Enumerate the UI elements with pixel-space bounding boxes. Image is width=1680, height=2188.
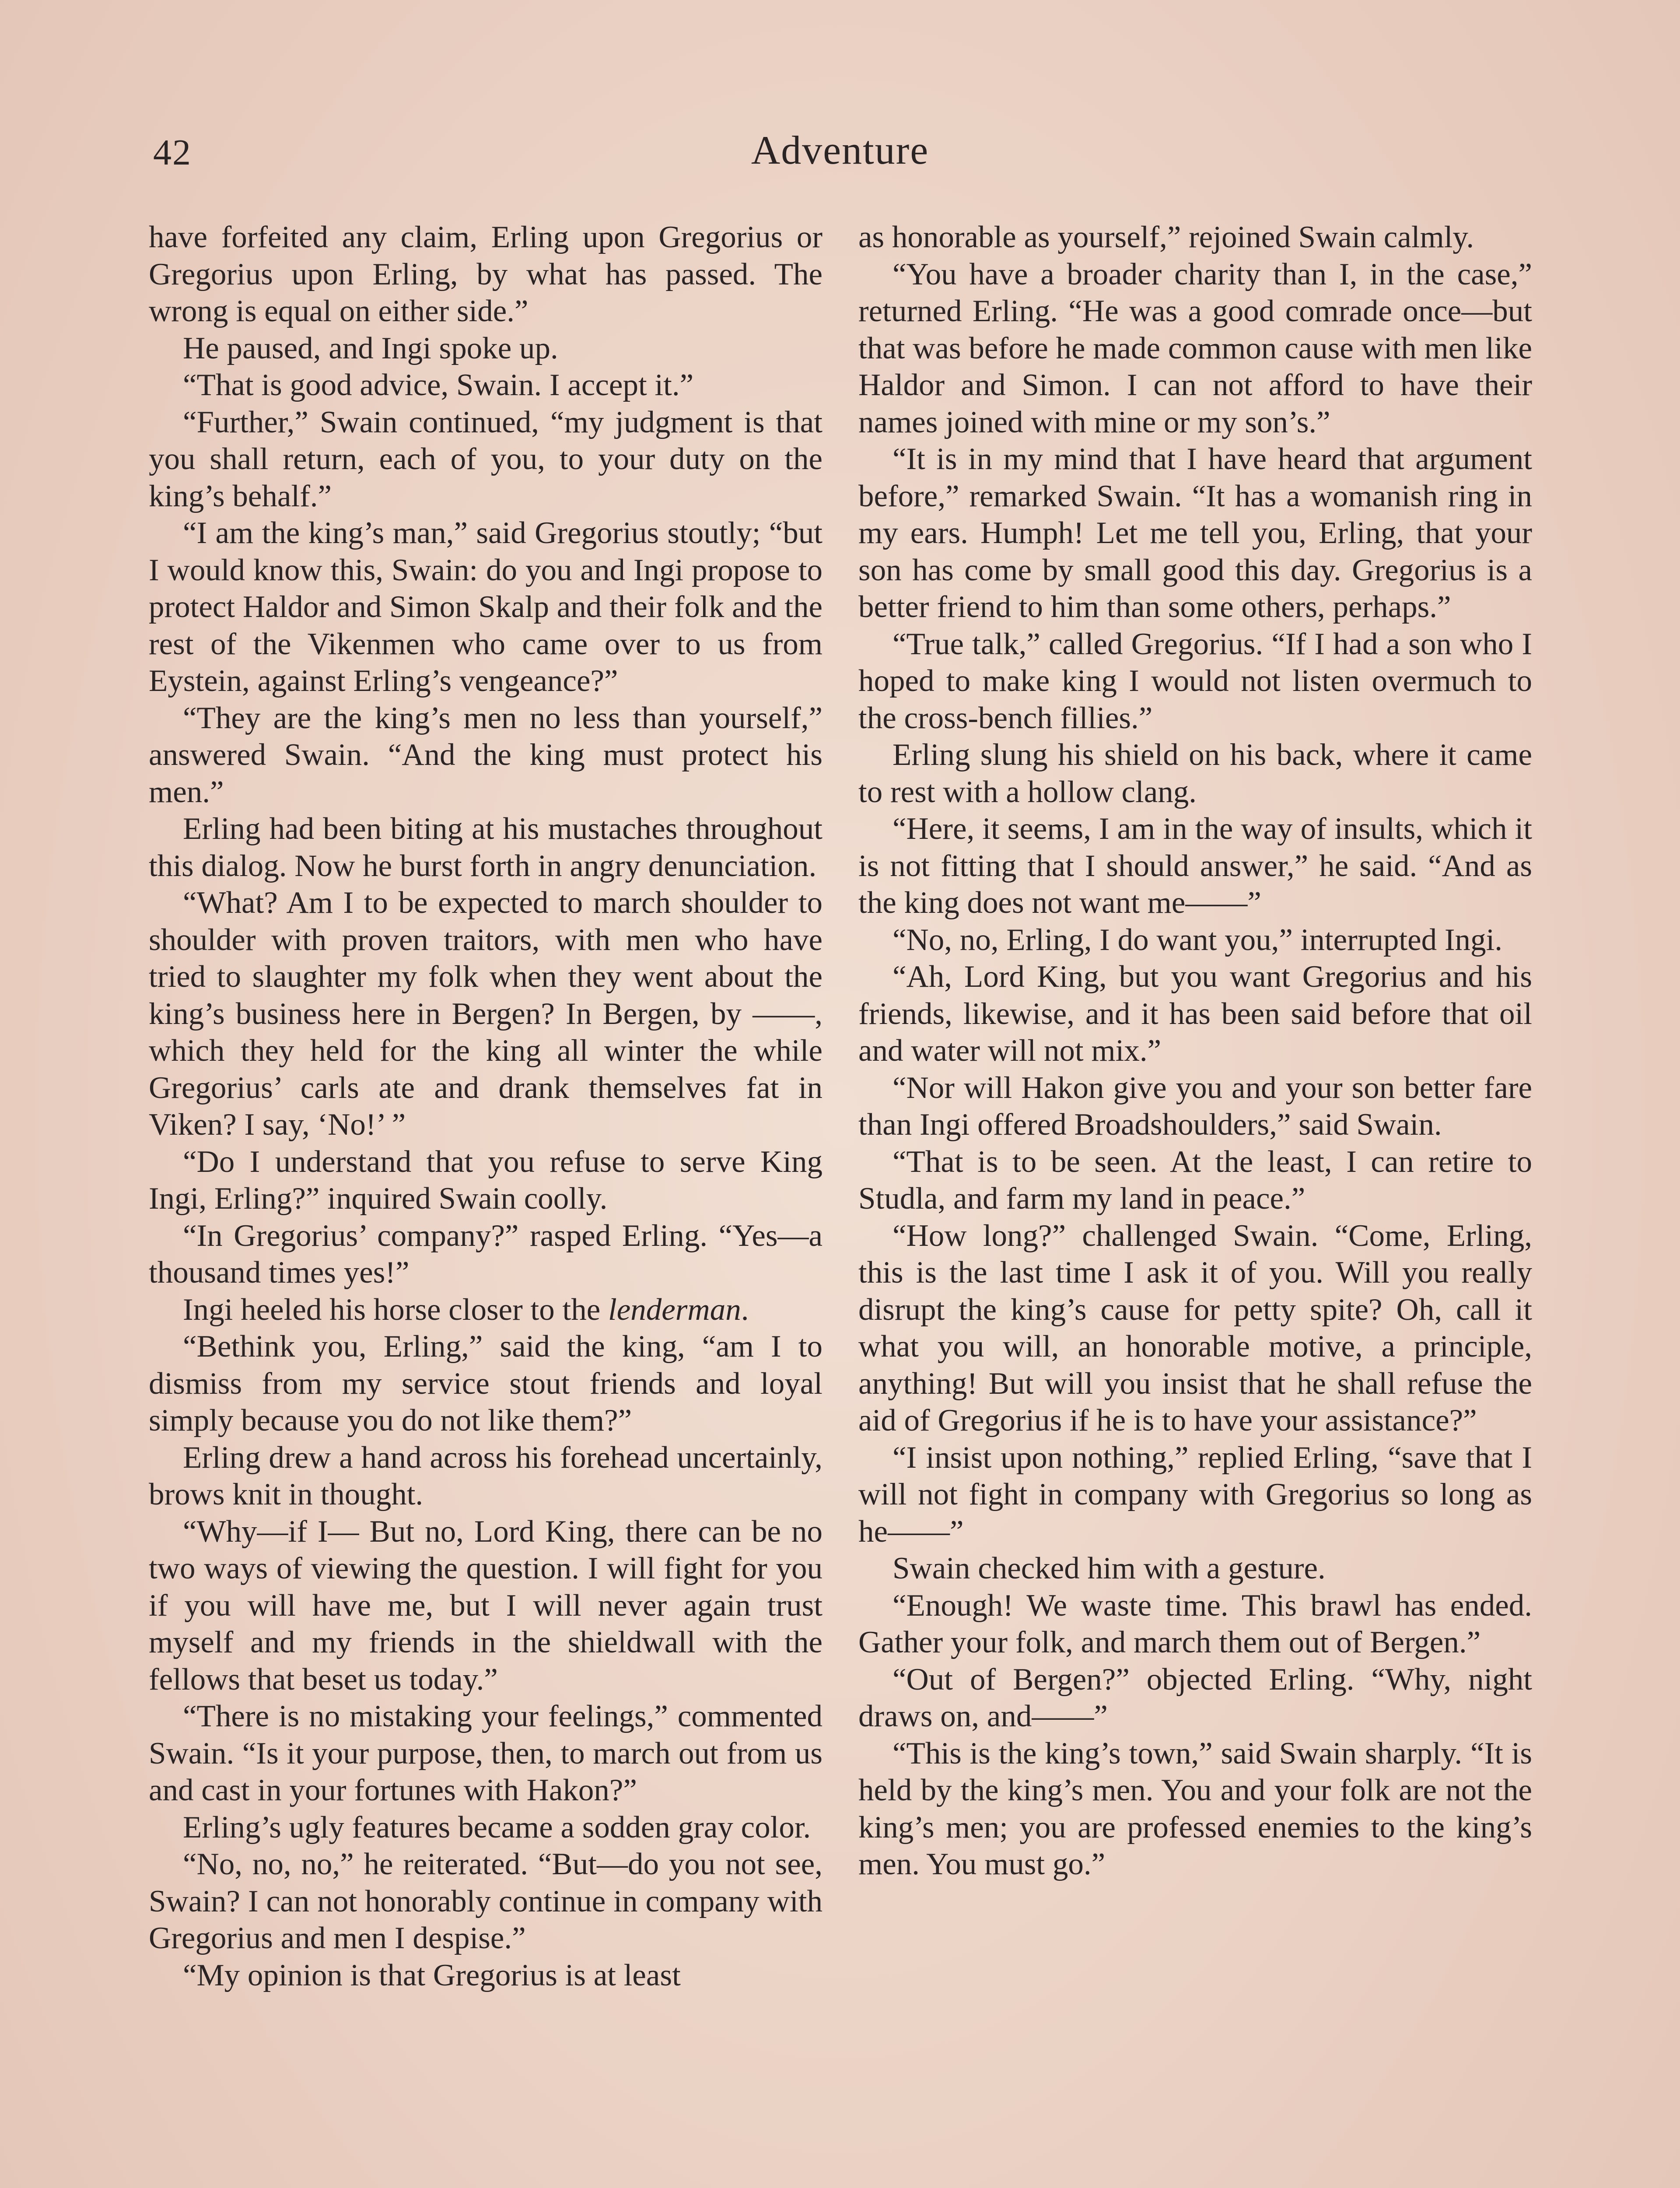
paragraph: “Further,” Swain continued, “my judgment is that you shall return, each of you, to your duty on the king’s behalf.” <box>149 405 822 513</box>
paragraph: Erling’s ugly features became a sodden gray color. <box>183 1810 811 1844</box>
paragraph: have forfeited any claim, Erling upon Gregorius or Gregorius upon Erling, by what has passed. The wrong is equal on either side.” <box>149 220 822 328</box>
paragraph-text: Ingi heeled his horse closer to the <box>183 1292 609 1327</box>
paragraph: “In Gregorius’ company?” rasped Erling. “Yes—a thousand times yes!” <box>149 1218 822 1290</box>
paragraph: “Enough! We waste time. This brawl has ended. Gather your folk, and march them out of Bergen.” <box>858 1588 1532 1659</box>
italic-term: lenderman <box>608 1292 741 1327</box>
paragraph: “What? Am I to be expected to march shoulder to shoulder with proven traitors, with men who have tried to slaughter my folk when they went about the king’s business here in Bergen? In Bergen, by ——, which they held for the king all winter the while Gregorius’ carls ate and drank themselves fat in Viken? I say, ‘No!’ ” <box>149 886 822 1142</box>
paragraph: “Ah, Lord King, but you want Gregorius and his friends, likewise, and it has been said before that oil and water will not mix.” <box>858 960 1532 1068</box>
page-header <box>149 127 1531 179</box>
paragraph: “You have a broader charity than I, in the case,” returned Erling. “He was a good comrade once—but that was before he made common cause with men like Haldor and Simon. I can not afford to have their names joined with mine or my son’s.” <box>858 257 1532 439</box>
paragraph: “That is to be seen. At the least, I can retire to Studla, and farm my land in peace.” <box>858 1144 1532 1216</box>
paragraph: “How long?” challenged Swain. “Come, Erling, this is the last time I ask it of you. Will you really disrupt the king’s cause for petty spite? Oh, call it what you will, an honorable motive, a principle, anything! But will you insist that he shall refuse the aid of Gregorius if he is to have your assistance?” <box>858 1218 1532 1438</box>
paragraph: “Do I understand that you refuse to serve King Ingi, Erling?” inquired Swain coolly. <box>149 1144 822 1216</box>
paragraph: “Here, it seems, I am in the way of insults, which it is not fitting that I should answer,” he said. “And as the king does not want me——” <box>858 812 1532 920</box>
left-column <box>149 219 822 1994</box>
paragraph: “My opinion is that Gregorius is at least <box>183 1958 681 1992</box>
paragraph: “Nor will Hakon give you and your son better fare than Ingi offered Broadshoulders,” said Swain. <box>858 1070 1532 1142</box>
paragraph: “Out of Bergen?” objected Erling. “Why, night draws on, and——” <box>858 1662 1532 1733</box>
paragraph: “They are the king’s men no less than yourself,” answered Swain. “And the king must protect his men.” <box>149 701 822 809</box>
paragraph: “This is the king’s town,” said Swain sharply. “It is held by the king’s men. You and your folk are not the king’s men; you are professed enemies to the king’s men. You must go.” <box>858 1736 1532 1881</box>
paragraph: “That is good advice, Swain. I accept it.” <box>183 368 694 402</box>
paragraph: He paused, and Ingi spoke up. <box>183 331 558 365</box>
paragraph: “It is in my mind that I have heard that argument before,” remarked Swain. “It has a womanish ring in my ears. Humph! Let me tell you, Erling, that your son has come by small good this day. Gregorius is a better friend to him than some others, perhaps.” <box>858 442 1532 624</box>
paragraph: Erling drew a hand across his forehead uncertainly, brows knit in thought. <box>149 1440 822 1511</box>
running-title: Adventure <box>751 128 929 172</box>
paragraph: Erling had been biting at his mustaches throughout this dialog. Now he burst forth in angry denunciation. <box>149 812 822 883</box>
paragraph: “Why—if I— But no, Lord King, there can be no two ways of viewing the question. I will fight for you if you will have me, but I will never again trust myself and my friends in the shieldwall with the fellows that beset us today.” <box>149 1514 822 1697</box>
paragraph: as honorable as yourself,” rejoined Swain calmly. <box>858 220 1474 254</box>
paragraph: “I insist upon nothing,” replied Erling, “save that I will not fight in company with Gregorius so long as he——” <box>858 1440 1532 1549</box>
paragraph: Swain checked him with a gesture. <box>892 1551 1326 1585</box>
paragraph-text: . <box>741 1292 749 1327</box>
paragraph: “No, no, Erling, I do want you,” interrupted Ingi. <box>892 922 1503 957</box>
paragraph: “True talk,” called Gregorius. “If I had a son who I hoped to make king I would not listen overmuch to the cross-bench fillies.” <box>858 627 1532 735</box>
paragraph: “Bethink you, Erling,” said the king, “am I to dismiss from my service stout friends and loyal simply because you do not like them?” <box>149 1329 822 1438</box>
paragraph: “I am the king’s man,” said Gregorius stoutly; “but I would know this, Swain: do you and Ingi propose to protect Haldor and Simon Skalp and their folk and the rest of the Vikenmen who came over to us from Eystein, against Erling’s vengeance?” <box>149 516 822 698</box>
paragraph <box>149 1291 822 1329</box>
paragraph: “There is no mistaking your feelings,” commented Swain. “Is it your purpose, then, to march out from us and cast in your fortunes with Hakon?” <box>149 1699 822 1807</box>
paragraph: “No, no, no,” he reiterated. “But—do you not see, Swain? I can not honorably continue in company with Gregorius and men I despise.” <box>149 1847 822 1955</box>
paragraph: Erling slung his shield on his back, where it came to rest with a hollow clang. <box>858 738 1532 809</box>
right-column <box>858 219 1532 1883</box>
page-number: 42 <box>153 132 192 173</box>
